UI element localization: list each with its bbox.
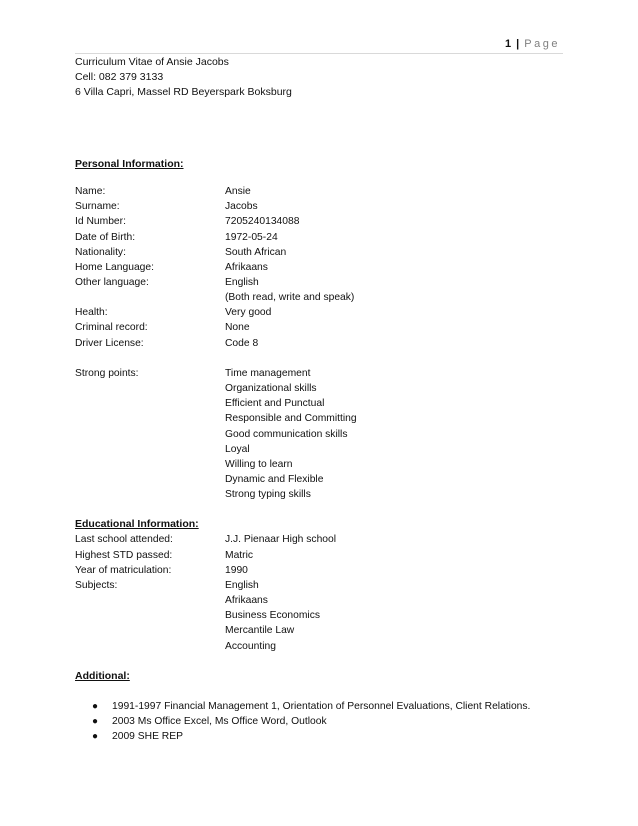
dob-value: 1972-05-24 — [225, 232, 278, 243]
homelang-label: Home Language: — [75, 262, 155, 273]
strong-item: Efficient and Punctual — [225, 398, 325, 409]
header-cell: Cell: 082 379 3133 — [75, 71, 164, 83]
strong-item: Responsible and Committing — [225, 413, 357, 424]
year-label: Year of matriculation: — [75, 565, 172, 576]
nationality-label: Nationality: — [75, 247, 126, 258]
criminal-label: Criminal record: — [75, 322, 148, 333]
otherlang-value: English — [225, 277, 259, 288]
header-address: 6 Villa Capri, Massel RD Beyerspark Boksburg — [75, 86, 292, 98]
additional-heading: Additional: — [75, 670, 130, 682]
strong-item: Organizational skills — [225, 383, 317, 394]
education-heading: Educational Information: — [75, 518, 199, 530]
strong-item: Loyal — [225, 444, 250, 455]
criminal-value: None — [225, 322, 250, 333]
subjects-label: Subjects: — [75, 580, 118, 591]
page-number-value: 1 — [504, 38, 513, 50]
strong-label: Strong points: — [75, 368, 139, 379]
subject-item: Afrikaans — [225, 595, 268, 606]
id-value: 7205240134088 — [225, 216, 300, 227]
document-header — [75, 55, 292, 100]
health-value: Very good — [225, 307, 272, 318]
std-value: Matric — [225, 550, 254, 561]
bullet-icon: ● — [92, 731, 99, 742]
additional-item: 2009 SHE REP — [112, 731, 183, 742]
page-word: Page — [524, 38, 560, 50]
strong-item: Dynamic and Flexible — [225, 474, 324, 485]
page-number — [505, 38, 560, 50]
license-value: Code 8 — [225, 338, 259, 349]
header-rule — [75, 53, 563, 54]
homelang-value: Afrikaans — [225, 262, 268, 273]
bullet-icon: ● — [92, 701, 99, 712]
nationality-value: South African — [225, 247, 287, 258]
year-value: 1990 — [225, 565, 248, 576]
strong-item: Willing to learn — [225, 459, 293, 470]
subject-item: Accounting — [225, 641, 276, 652]
subject-item: Mercantile Law — [225, 625, 295, 636]
bullet-icon: ● — [92, 716, 99, 727]
strong-item: Strong typing skills — [225, 489, 311, 500]
dob-label: Date of Birth: — [75, 232, 136, 243]
name-label: Name: — [75, 186, 106, 197]
header-title: Curriculum Vitae of Ansie Jacobs — [75, 56, 229, 68]
std-label: Highest STD passed: — [75, 550, 173, 561]
subject-item: English — [225, 580, 259, 591]
otherlang-note: (Both read, write and speak) — [225, 292, 355, 303]
strong-item: Time management — [225, 368, 311, 379]
id-label: Id Number: — [75, 216, 126, 227]
strong-item: Good communication skills — [225, 429, 348, 440]
page-separator: | — [516, 38, 521, 50]
otherlang-label: Other language: — [75, 277, 149, 288]
additional-item: 2003 Ms Office Excel, Ms Office Word, Outlook — [112, 716, 327, 727]
name-value: Ansie — [225, 186, 251, 197]
school-label: Last school attended: — [75, 534, 173, 545]
school-value: J.J. Pienaar High school — [225, 534, 337, 545]
subject-item: Business Economics — [225, 610, 320, 621]
surname-label: Surname: — [75, 201, 120, 212]
health-label: Health: — [75, 307, 108, 318]
license-label: Driver License: — [75, 338, 144, 349]
additional-item: 1991-1997 Financial Management 1, Orientation of Personnel Evaluations, Client Relations. — [112, 701, 531, 712]
surname-value: Jacobs — [225, 201, 258, 212]
personal-heading: Personal Information: — [75, 158, 184, 170]
